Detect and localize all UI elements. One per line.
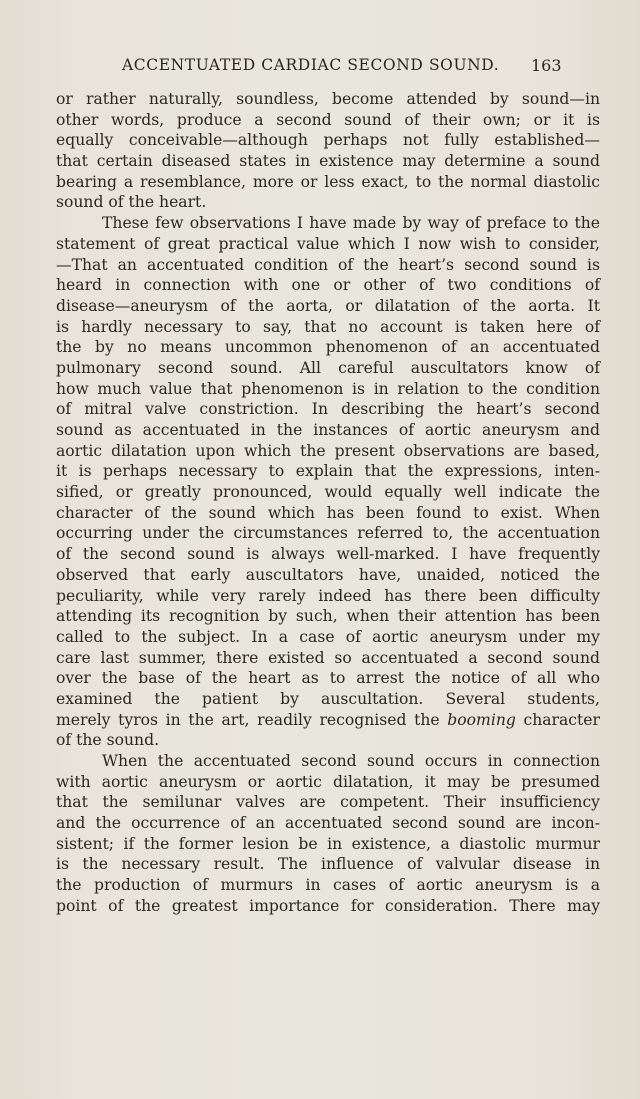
running-title: ACCENTUATED CARDIAC SECOND SOUND.: [122, 56, 500, 74]
page-number: 163: [531, 56, 562, 75]
text-line: point of the greatest importance for consideration. There may: [56, 896, 600, 915]
text-line: the by no means uncommon phenomenon of an accentuated: [56, 338, 600, 357]
text-line: is hardly necessary to say, that no account is taken here of: [56, 317, 600, 336]
text-line: sound as accentuated in the instances of aortic aneurysm and: [56, 421, 600, 439]
text-line: it is perhaps necessary to explain that the expressions, inten-: [56, 462, 600, 481]
text-line: the production of murmurs in cases of aortic aneurysm is a: [56, 876, 600, 895]
text-line: peculiarity, while very rarely indeed has there been difficulty: [56, 586, 600, 605]
text-line: sified, or greatly pronounced, would equally well indicate the: [56, 483, 600, 502]
text-line: other words, produce a second sound of their own; or it is: [56, 110, 600, 129]
text-line: called to the subject. In a case of aortic aneurysm under my: [56, 627, 600, 646]
text-line: heard in connection with one or other of two conditions of: [56, 276, 600, 295]
paragraph-first-line: When the accentuated second sound occurs in connection: [102, 752, 600, 770]
text-segment: character: [515, 710, 600, 729]
text-line-with-italic: [56, 710, 600, 731]
text-line: of mitral valve constriction. In describing the heart’s second: [56, 400, 600, 419]
text-line: disease—aneurysm of the aorta, or dilatation of the aorta. It: [56, 296, 600, 315]
body-text: [56, 89, 600, 917]
text-line: observed that early auscultators have, unaided, noticed the: [56, 565, 600, 584]
text-line: with aortic aneurysm or aortic dilatation, it may be presumed: [56, 772, 600, 791]
text-line: aortic dilatation upon which the present observations are based,: [56, 441, 600, 460]
text-line: that the semilunar valves are competent. Their insufficiency: [56, 793, 600, 812]
italic-word: booming: [447, 710, 516, 729]
text-line: how much value that phenomenon is in relation to the condition: [56, 379, 600, 398]
text-line: pulmonary second sound. All careful auscultators know of: [56, 358, 600, 377]
text-line: and the occurrence of an accentuated second sound are incon-: [56, 814, 600, 833]
text-line: examined the patient by auscultation. Several students,: [56, 689, 600, 708]
text-line: —That an accentuated condition of the heart’s second sound is: [56, 255, 600, 274]
text-line: occurring under the circumstances referred to, the accentuation: [56, 524, 600, 543]
text-line: sound of the heart.: [56, 193, 207, 212]
paragraph-first-line: These few observations I have made by way of preface to the: [102, 214, 600, 233]
text-line: of the sound.: [56, 731, 160, 750]
text-segment: merely tyros in the art, readily recognised the: [56, 710, 448, 729]
text-line: equally conceivable—although perhaps not fully established—: [56, 131, 600, 150]
text-line: or rather naturally, soundless, become attended by sound—in: [56, 90, 600, 108]
text-line: care last summer, there existed so accentuated a second sound: [56, 648, 600, 667]
text-line: that certain diseased states in existence may determine a sound: [56, 152, 600, 171]
text-line: character of the sound which has been found to exist. When: [56, 503, 600, 522]
text-line: sistent; if the former lesion be in existence, a diastolic murmur: [56, 834, 600, 853]
text-line: statement of great practical value which I now wish to consider,: [56, 234, 600, 253]
text-line: of the second sound is always well-marked. I have frequently: [56, 545, 600, 564]
running-header: [0, 56, 640, 82]
text-line: over the base of the heart as to arrest the notice of all who: [56, 669, 600, 688]
text-line: bearing a resemblance, more or less exact, to the normal diastolic: [56, 172, 600, 191]
text-line: attending its recognition by such, when their attention has been: [56, 607, 600, 626]
text-line: is the necessary result. The influence of valvular disease in: [56, 855, 600, 874]
